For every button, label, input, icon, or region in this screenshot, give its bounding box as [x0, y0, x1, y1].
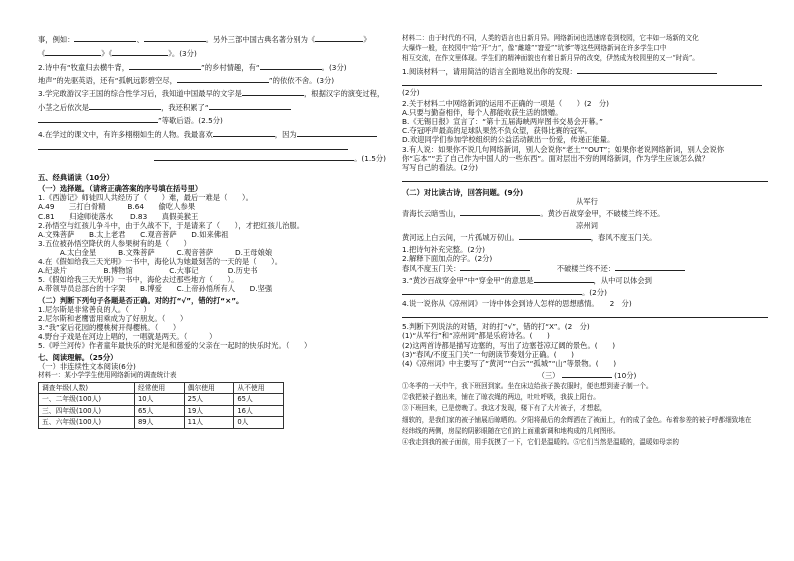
- material1-label: 材料一：某小学学生使用网络新词的调查统计表: [38, 371, 177, 380]
- poem-q1: 1.把诗句补充完整。(2分): [402, 244, 485, 254]
- table-header: 调查年级(人数): [39, 382, 135, 393]
- table-cell: 五、六年级(100人): [39, 417, 135, 428]
- poem-q3: [402, 275, 772, 285]
- text: 、: [136, 35, 144, 44]
- judge-line: 4.野台子戏是在河边上唱的，一唱就是两天。（ ）: [38, 331, 217, 341]
- choice-line: A.带领导员总部台的十字架 B.博爱 C.上帝孙悟所有人 D.坚强: [38, 284, 273, 294]
- answer-blank[interactable]: [402, 310, 768, 318]
- choice-line: A.49 三打白骨精 B.64 偷吃人参果: [38, 202, 196, 212]
- poem-q4-answer: [402, 310, 772, 320]
- text: ，我还积累了“: [161, 102, 209, 112]
- answer-blank[interactable]: [242, 88, 304, 96]
- poem-judge: (1)“从军行”和“凉州词”都是乐府诗名。( ): [402, 331, 550, 341]
- text: 事，例如：: [38, 35, 75, 44]
- rq1: [402, 66, 772, 76]
- passage-line: ②我把被子抱出来，铺在了晾衣绳的两边，吐吐呼吸，我拔上阳台。: [402, 393, 600, 402]
- section3-header: [402, 370, 772, 380]
- answer-blank[interactable]: [144, 34, 206, 42]
- q2-line2: [38, 75, 386, 85]
- poem-q4: 4.说一说你从《凉州词》一诗中体会到诗人怎样的思想感情。 2 分): [402, 299, 632, 309]
- q4-score: [38, 153, 386, 163]
- q4-line1: [38, 129, 386, 139]
- poem1-text: [402, 208, 772, 218]
- answer-blank[interactable]: [615, 263, 685, 271]
- rq2-opt: C.夺冠呼声最高的足球队果然不负众望，获得比赛的冠军。: [402, 126, 592, 136]
- text: ”的乡村情趣，有“: [201, 63, 260, 73]
- choice-line: 3.五位被孙悟空降伏的人参果树有的是（ ）: [38, 238, 191, 248]
- table-row: [39, 394, 284, 405]
- poem-judge: (4)《凉州词》中主要写了“黄河”“白云”“孤城”“山”等景物。( ): [402, 358, 617, 368]
- table-row: [39, 405, 284, 416]
- choice-line: A.太白金星 B.文殊菩萨 C.观音菩萨 D.王母娘娘: [38, 247, 273, 257]
- text: ，根据汉字的演变过程，: [303, 89, 385, 99]
- answer-blank[interactable]: [89, 102, 161, 110]
- answer-blank[interactable]: [38, 115, 158, 123]
- passage-line: ④我走到我的被子面前，用手抚摸了一下，它们是温暖的。⑤它们当然是温暖的，温暖如母亲的: [402, 438, 679, 447]
- choice-line: C.81 归途师徒落水 D.83 真假美猴王: [38, 211, 199, 221]
- judge-line: 1.尼尔斯是非常善良的人。（ ）: [38, 304, 151, 314]
- survey-table: [38, 382, 284, 429]
- rq1-score: (2分): [402, 87, 420, 97]
- rq2: 2.关于材料二中网络新词的运用不正确的一项是（ ）(2 分): [402, 99, 610, 109]
- text: 。(3分): [321, 63, 347, 73]
- q-tail-line2: [38, 48, 386, 58]
- q3-line3: [38, 115, 386, 125]
- table-header: 从不使用: [234, 382, 284, 393]
- table-header: 偶尔使用: [184, 382, 234, 393]
- passage-line: ①冬季的一天中午，我下班回到家。坐在床边给孩子换衣服时，便也想到妻子制一个。: [402, 381, 653, 390]
- passage-line: 经纬线的两侧，房屋的阴影眼随在它们的上面重新调和地构成的几何图形。: [402, 426, 620, 435]
- answer-blank[interactable]: [562, 370, 612, 378]
- text: 4.在学过的课文中，有许多栩栩如生的人物。我最喜欢: [38, 129, 213, 139]
- q2-line1: [38, 62, 386, 72]
- answer-blank[interactable]: [460, 208, 540, 216]
- answer-blank[interactable]: [129, 62, 201, 70]
- answer-blank[interactable]: [38, 142, 348, 150]
- answer-blank[interactable]: [209, 102, 291, 110]
- material2-line: 材料二：由于时代的不同，人类的语言也日新月异。网络新词也迅速席卷到校园，它丰如一场新的文化: [402, 34, 699, 42]
- poem-q2: 2.解释下面加点的字。(2分): [402, 253, 493, 263]
- section7-sub1: （一）非连续性文本阅读(6分): [38, 362, 136, 372]
- table-header: 经常使用: [134, 382, 184, 393]
- choice-line: 1.《西游记》师徒四人共经历了（ ）难，最后一难是（ ）。: [38, 193, 253, 203]
- section5-title: 五、经典诵读（10分）: [38, 173, 114, 183]
- answer-blank[interactable]: [577, 66, 717, 74]
- answer-blank[interactable]: [297, 129, 377, 137]
- section3-passage: [402, 382, 772, 446]
- answer-blank[interactable]: [177, 75, 269, 83]
- material2-line: 相互交流，在作文里体现。学生们的精神面貌也有着日新月异的改变，伊然成为校园里的又一“时尚”。: [402, 54, 699, 63]
- table-row: [39, 417, 284, 428]
- answer-blank[interactable]: [402, 78, 762, 86]
- text: 青海长云暗雪山，: [402, 209, 461, 219]
- material2: [402, 34, 772, 63]
- text: 。黄沙百战穿金甲，不破楼兰终不还。: [540, 209, 665, 219]
- section3-score: (10分): [614, 370, 637, 380]
- poem-q5: 5.判断下列说法的对错，对的打“√”，错的打“X”。(2 分): [402, 322, 590, 332]
- choice-line: A.纪录片 B.博物馆 C.大事记 D.历史书: [38, 266, 258, 276]
- table-cell: 65人: [234, 394, 284, 405]
- left-column: [38, 34, 386, 429]
- poem-q2-items: [402, 263, 772, 273]
- rq1-line2: [402, 78, 772, 88]
- answer-blank[interactable]: [402, 174, 768, 182]
- text: 。(2分): [582, 288, 607, 297]
- choice-line: 2.孙悟空与红孩儿争斗中，由于久战不下，于是请来了（ ），才把红孩儿治服。: [38, 220, 304, 230]
- judge-list: [38, 305, 386, 351]
- table-cell: 一、二年级(100人): [39, 394, 135, 405]
- text: 1.阅读材料一，请用简洁的语言全面地说出你的发现：: [402, 66, 577, 76]
- rq3-answer: [402, 174, 772, 184]
- table-cell: 16人: [234, 405, 284, 416]
- text: 小茎之后依次是: [38, 102, 90, 112]
- answer-blank[interactable]: [45, 48, 101, 56]
- text: 地声”的先驱英语，还有“孤帆远影碧空尽，: [38, 76, 177, 86]
- answer-blank[interactable]: [519, 232, 591, 240]
- poem2-title: 凉州词: [576, 221, 598, 231]
- q3-line1: [38, 88, 386, 98]
- choice-line: A.文殊菩萨 B.太上老君 C.观音菩萨 D.如来佛祖: [38, 229, 229, 239]
- judge-line: 5.《呼兰河传》作者童年最快乐的时光是和慈爱的父亲在一起时的快乐时光。（ ）: [38, 341, 312, 351]
- choice-line: 5.《假如给我三天光明》一书中，海伦去过那些地方（ ）。: [38, 275, 239, 285]
- text: ”等歇后语。(2.5分): [158, 115, 223, 125]
- text: ，从中可以体会到: [593, 275, 652, 285]
- material2-line: 大爆炸一般，在校园中“给”开“力”，像“雌雄”“窘爱”“坑爹”等这些网络新词在许多学生口中: [402, 44, 667, 53]
- answer-blank[interactable]: [315, 34, 363, 42]
- section5-sub2: （二）判断下列句子各题是否正确。对的打“√”，错的打“×”。: [38, 295, 244, 305]
- table-header-row: [39, 382, 284, 393]
- right-column: [402, 34, 772, 446]
- text: 》: [363, 35, 371, 44]
- section3-label: （三）: [537, 370, 560, 380]
- rq3-line: 写写自己的看法。(2分): [402, 162, 479, 172]
- answer-blank[interactable]: [112, 48, 168, 56]
- text: ”的依依不舍。(3分): [268, 76, 335, 86]
- answer-blank[interactable]: [154, 153, 354, 161]
- section5-sub1: （一）选择题。（请将正确答案的序号填在括号里）: [38, 184, 203, 194]
- table-cell: 11人: [184, 417, 234, 428]
- rq3-line: 你“忘本”“丢了自己作为中国人的一些东西”。面对层出不穷的网络新词，作为学生应该怎么做？: [402, 153, 709, 163]
- text: 》。(3分): [168, 49, 197, 59]
- text: 》《: [101, 49, 113, 59]
- table-cell: 19人: [184, 405, 234, 416]
- poem2-text: [402, 232, 772, 242]
- judge-line: 3.“我”家后花园的樱桃树开得樱桃。（ ）: [38, 322, 181, 332]
- text: 不破楼兰终不还：: [556, 263, 616, 273]
- poem-judge: (2)这两首诗都是描写边塞的，写出了边塞苍凉辽阔的景色。( ): [402, 340, 616, 350]
- passage-line: 细软的，是我们家的被子铺展后晾晒的。夕阳将最后的余辉洒在了被面上，有的成了金色。布着参差的被子呼都细致地在: [402, 415, 752, 424]
- text: 黄河远上白云间，一片孤城万仞山。: [402, 233, 519, 243]
- choice-line: 4.在《假如给我三天光明》一书中，海伦认为她最刻苦的一天的是（ ）。: [38, 257, 283, 267]
- table-cell: 65人: [134, 405, 184, 416]
- section5-choice-list: [38, 193, 386, 293]
- answer-blank[interactable]: [74, 34, 136, 42]
- table-cell: 0人: [234, 417, 284, 428]
- text: 《: [38, 49, 46, 59]
- section7-title: 七、阅读理解。（25分）: [38, 353, 118, 363]
- text: 。另外三部中国古典名著分别为《: [205, 35, 316, 44]
- judge-line: 2.尼尔斯和老鹰雷用乘成为了好朋友。（ ）: [38, 313, 188, 323]
- passage-line: ③下班回来，已是傍晚了。我这才发现，楼下有了大片被子，才想起，: [402, 404, 607, 413]
- poem1-title: 从军行: [576, 197, 598, 207]
- q4-line2: [38, 142, 386, 152]
- table-cell: 10人: [134, 394, 184, 405]
- poem-q3-line2: [402, 287, 772, 297]
- answer-blank[interactable]: [460, 263, 530, 271]
- answer-blank[interactable]: [534, 275, 594, 283]
- text: ，春风不度玉门关。: [590, 233, 657, 243]
- answer-blank[interactable]: [213, 129, 275, 137]
- poem-section-title: （二）对比读古诗，回答问题。(9分): [402, 188, 524, 198]
- rq2-opt: A.只要与勤奋相伴，每个人都能收获生活的馈赠。: [402, 108, 563, 118]
- rq2-opt: D.欢迎同学们参加学校组织的公益活动献出一份爱，传递正能量。: [402, 135, 615, 145]
- text: 春风不度玉门关：: [402, 263, 461, 273]
- text: 2.诗中有“牧童归去横牛背，: [38, 63, 130, 73]
- table-cell: 三、四年级(100人): [39, 405, 135, 416]
- text: 3.“黄沙百战穿金甲”中“穿金甲”的意思是: [402, 275, 534, 285]
- q3-line2: [38, 102, 386, 112]
- text: 3.学完敢游汉字王国的综合性学习后，我知道中国最早的文字是: [38, 89, 242, 99]
- table-cell: 25人: [184, 394, 234, 405]
- poem-judge: (3)“春风/不度玉门关”一句朗读节奏划分正确。( ): [402, 349, 574, 359]
- table-cell: 89人: [134, 417, 184, 428]
- q-tail-line1: [38, 34, 386, 44]
- rq3-line: 3.有人说：如果你不说几句网络新词，别人会说你“老土”“OUT”；如果你老说网络新词，别人会说你: [402, 144, 725, 154]
- rq2-opt: B.《无锡日报》宣言了：“第十五届海峡两岸图书交易会开幕。”: [402, 117, 603, 127]
- answer-blank[interactable]: [260, 62, 322, 70]
- text: ，因为: [274, 129, 297, 139]
- answer-blank[interactable]: [402, 287, 582, 295]
- text: 。(1.5分): [354, 153, 386, 163]
